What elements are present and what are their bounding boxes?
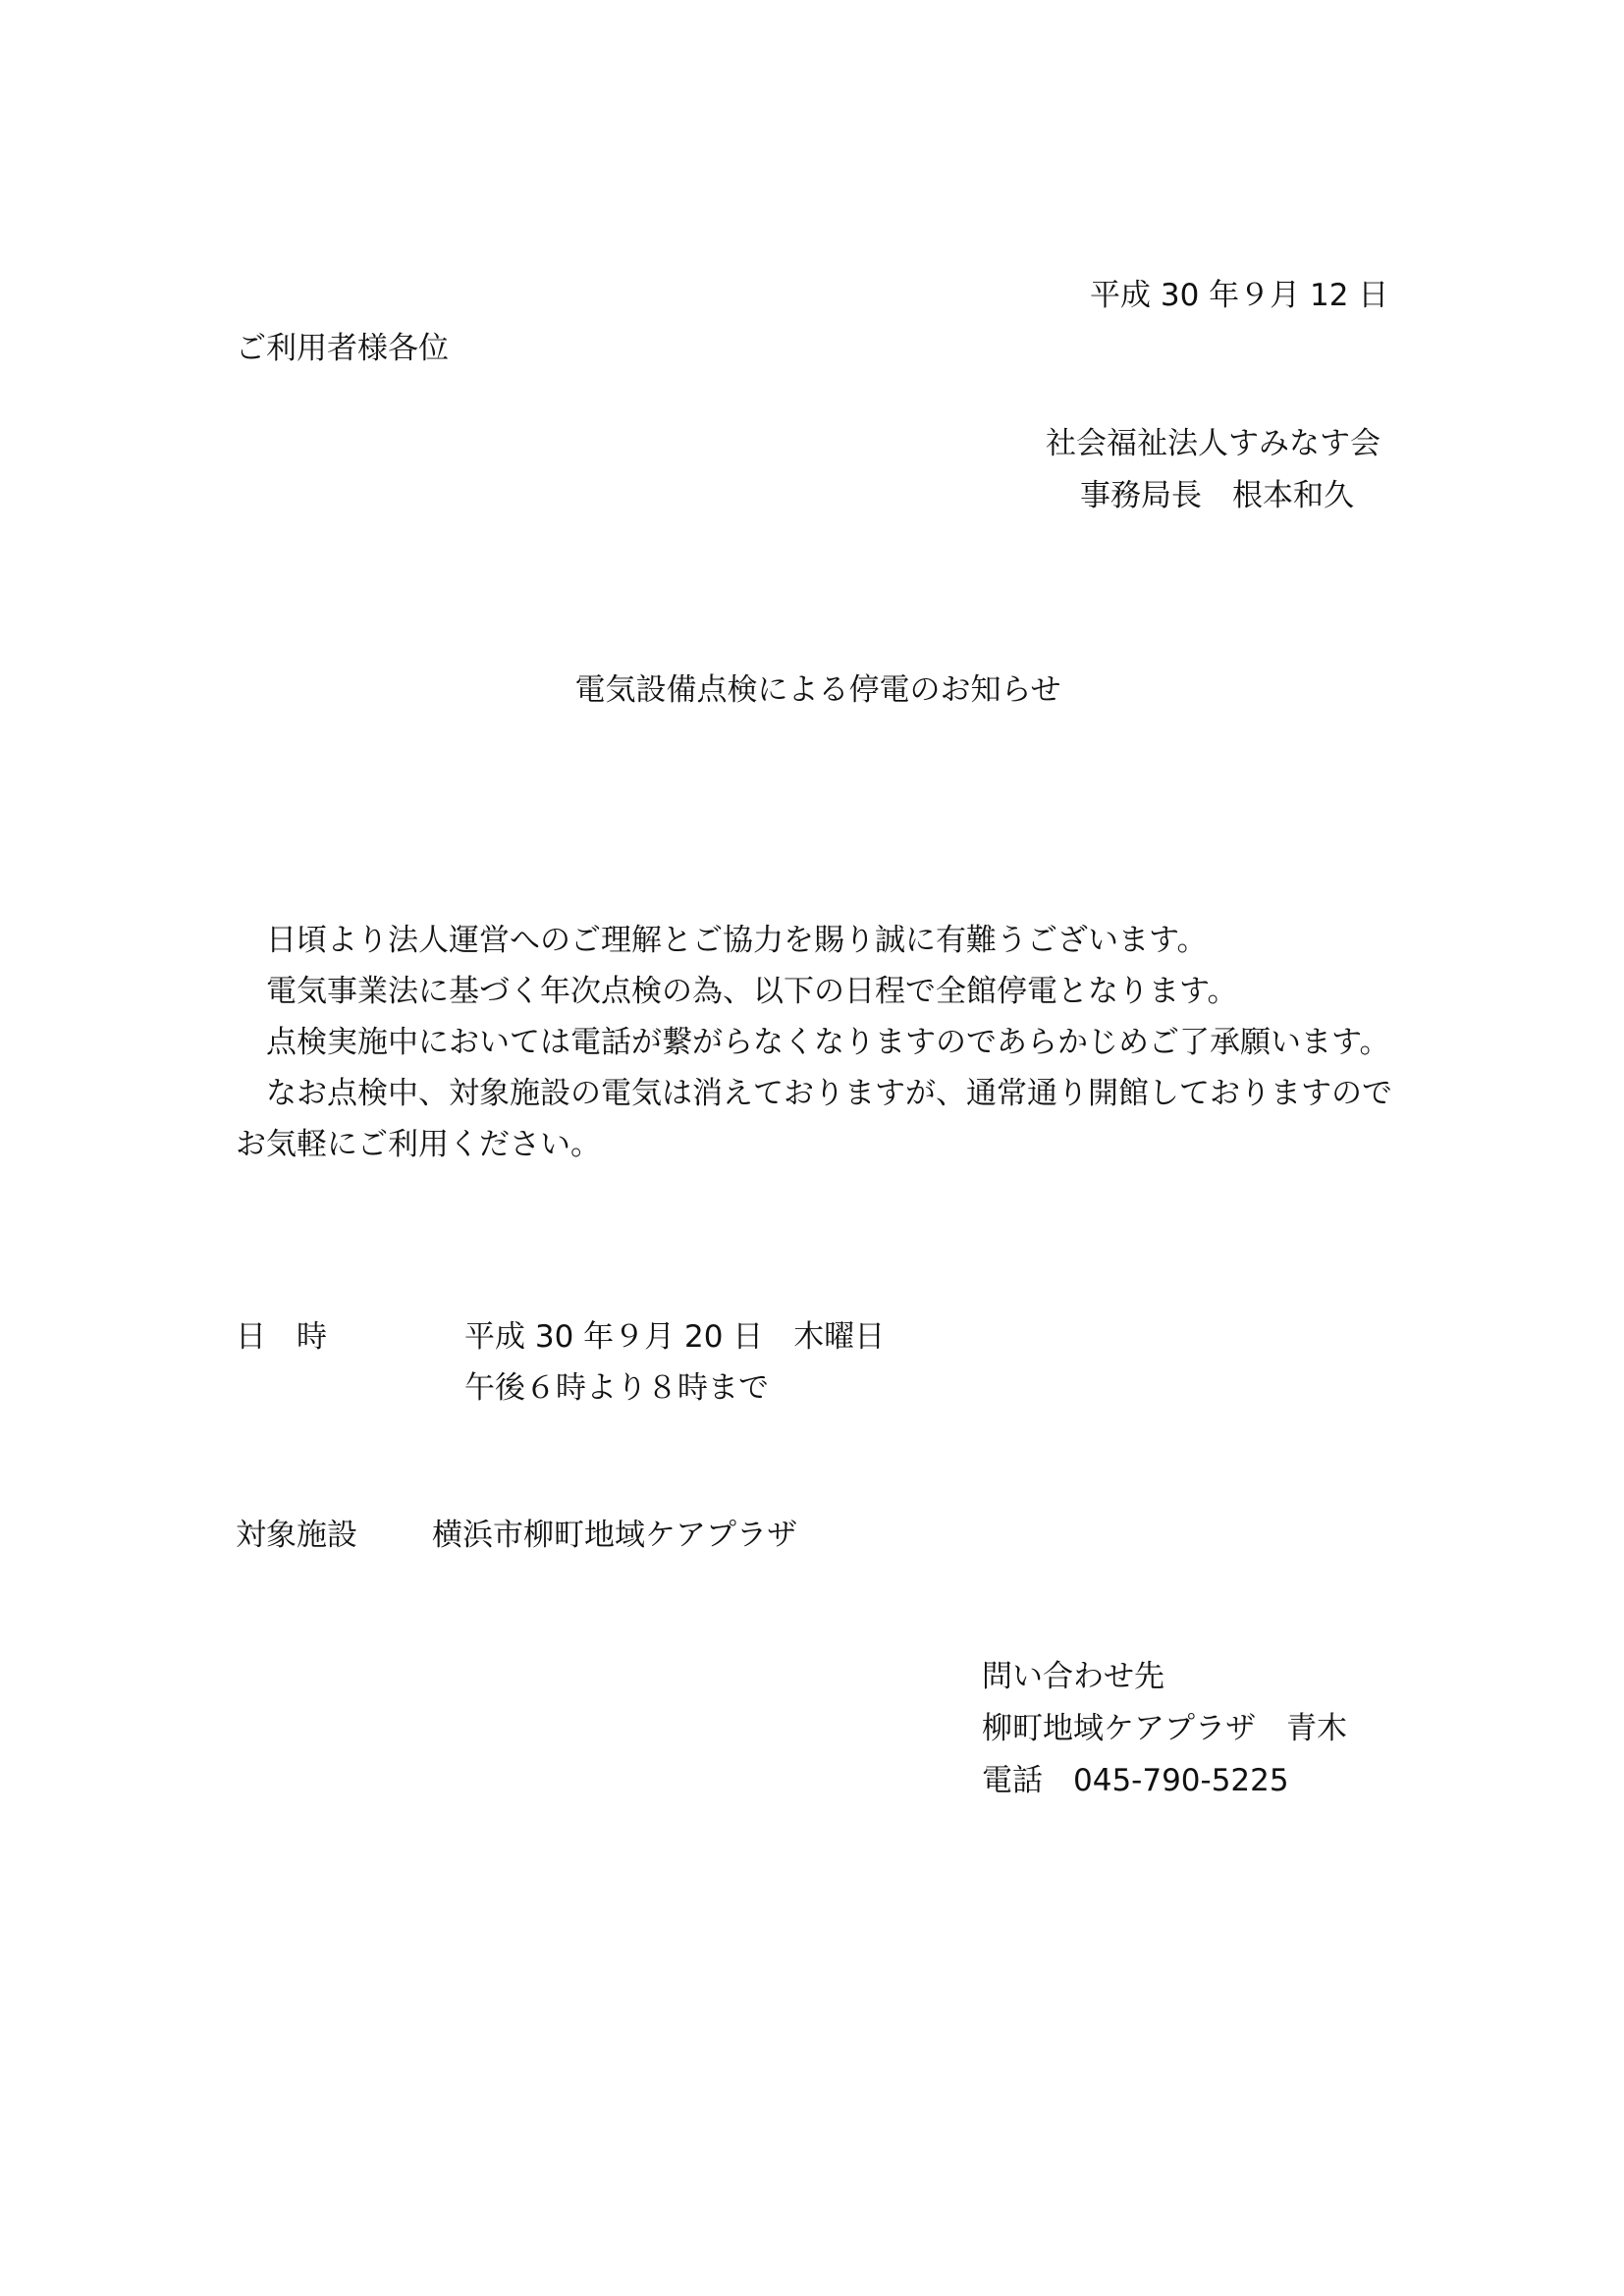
- facility-label: 対象施設: [236, 1518, 357, 1553]
- body-paragraph: 電気事業法に基づく年次点検の為、以下の日程で全館停電となります。: [266, 974, 1238, 1009]
- document-title: 電気設備点検による停電のお知らせ: [574, 672, 1061, 708]
- body-paragraph: なお点検中、対象施設の電気は消えておりますが、通常通り開館しておりますのでお気軽にご利用ください。: [236, 1076, 1392, 1162]
- contact-heading: 問い合わせ先: [982, 1659, 1164, 1694]
- issue-date: 平成 30 年９月 12 日: [1090, 278, 1389, 313]
- recipient: ご利用者様各位: [236, 331, 449, 366]
- body-paragraph: 点検実施中においては電話が繋がらなくなりますのであらかじめご了承願います。: [266, 1025, 1390, 1060]
- body-text: [236, 915, 1414, 1170]
- contact-place: 柳町地域ケアプラザ 青木: [982, 1711, 1347, 1746]
- facility-name: 横浜市柳町地域ケアプラザ: [432, 1518, 797, 1553]
- contact-phone: 電話 045-790-5225: [982, 1763, 1289, 1798]
- organization-name: 社会福祉法人すみなす会: [1046, 426, 1380, 461]
- schedule-label: 日 時: [236, 1319, 327, 1355]
- schedule-time: 午後６時より８時まで: [464, 1370, 769, 1406]
- officer-name: 事務局長 根本和久: [1080, 478, 1354, 513]
- body-paragraph: 日頃より法人運営へのご理解とご協力を賜り誠に有難うございます。: [266, 923, 1208, 958]
- schedule-date: 平成 30 年９月 20 日 木曜日: [464, 1319, 886, 1355]
